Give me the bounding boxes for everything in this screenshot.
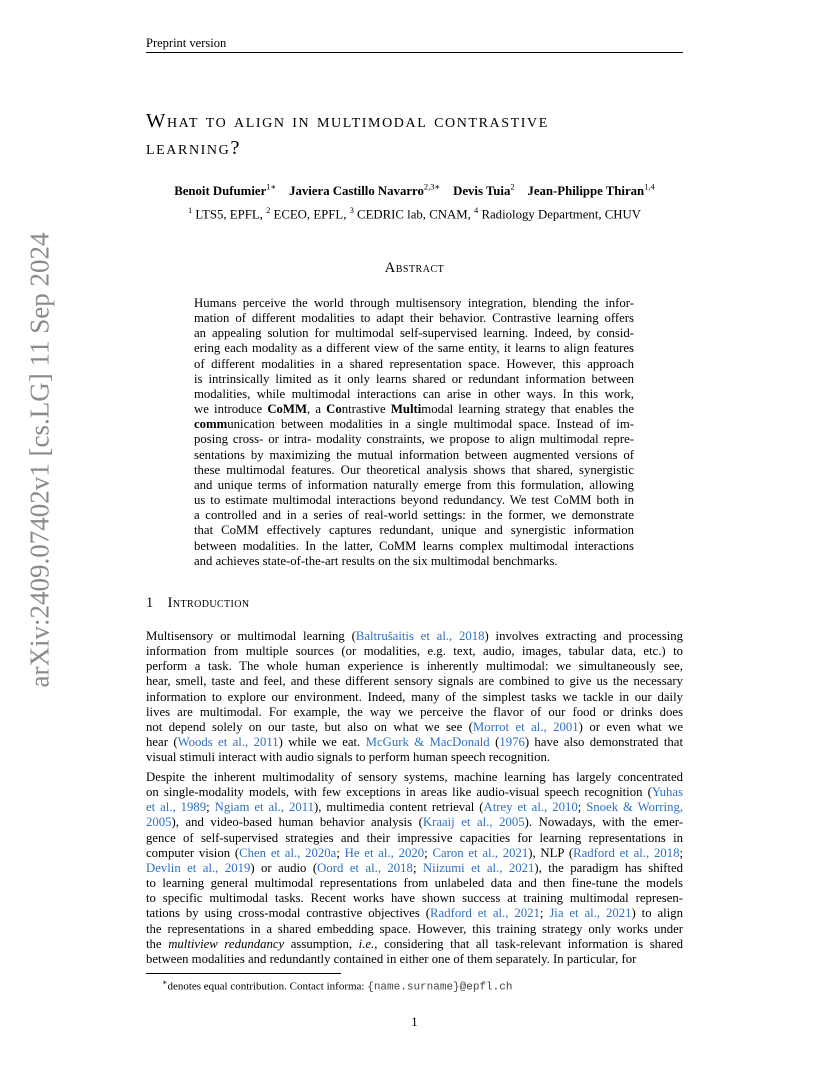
abstract-line: mation of different modalities to adapt their behavior. Contrastive learning offers: [194, 311, 634, 326]
citation-link[interactable]: Atrey et al., 2010: [483, 800, 578, 815]
text-line: 2005), and video-based human behavior analysis (Kraaij et al., 2005). Nowadays, with the emer-: [146, 815, 683, 830]
contact-email: {name.surname}@epfl.ch: [367, 981, 513, 994]
page-number: 1: [411, 1015, 418, 1029]
abstract-line: a controlled and in a series of real-world settings: in the former, we demonstrate: [194, 508, 634, 523]
citation-link[interactable]: Oord et al., 2018: [317, 860, 413, 875]
citation-link[interactable]: 2005: [146, 815, 172, 830]
text-line: information to explore our environment. Indeed, many of the simplest tasks we tackle in our daily: [146, 689, 683, 704]
section-number: 1: [146, 595, 154, 611]
citation-link[interactable]: et al., 1989: [146, 800, 207, 815]
citation-link[interactable]: Kraaij et al., 2005: [422, 815, 525, 830]
author-4: Jean-Philippe Thiran$^{1,4}$: [527, 182, 655, 199]
text-line: on single-modality models, with few exceptions in areas like audio-visual speech recognition (Yuhas: [146, 785, 683, 800]
abstract-line: and achieves state-of-the-art results on the six multimodal benchmarks.: [194, 553, 558, 568]
text-line: visual stimuli interact with audio signals to perform human speech recognition.: [146, 750, 551, 765]
abstract-line: sentations by maximizing the mutual information between augmented versions of: [194, 447, 634, 462]
arxiv-stamp-text: arXiv:2409.07402v1 [cs.LG] 11 Sep 2024: [24, 232, 55, 688]
text-line: between modalities and redundantly contained in either one of them separately. In particular, for: [146, 951, 637, 966]
citation-link[interactable]: Baltrušaitis et al., 2018: [355, 629, 485, 643]
abstract-line: an appealing solution for multimodal self-supervised learning. Indeed, by consid-: [194, 326, 634, 341]
citation-link[interactable]: Snoek & Worring,: [586, 800, 684, 815]
abstract-line: these multimodal features. Our theoretical analysis shows that shared, synergistic: [194, 462, 634, 477]
section-title: Introduction: [167, 595, 250, 611]
arxiv-stamp: [20, 232, 60, 688]
text-line: not depend solely on our taste, but also on what we see (Morrot et al., 2001) or even what we: [146, 719, 684, 734]
text-line: tations by using cross-modal contrastive objectives (Radford et al., 2021; Jia et al., 2021) to align: [146, 906, 683, 921]
citation-link[interactable]: He et al., 2020: [344, 845, 425, 860]
abstract-line: we introduce CoMM, a Contrastive Multimodal learning strategy that enables the: [194, 402, 634, 417]
abstract-body: [194, 296, 634, 569]
abstract-line: Humans perceive the world through multisensory integration, blending the infor-: [194, 296, 634, 310]
abstract-line: us to estimate multimodal interactions beyond redundancy. We test CoMM both in: [194, 493, 634, 508]
abstract-line: and unique terms of information naturally emerge from this formulation, allowing: [194, 477, 634, 492]
intro-paragraph-2: [146, 770, 683, 967]
citation-link[interactable]: 1976: [499, 735, 525, 750]
footnote: ∗denotes equal contribution. Contact informa: {name.surname}@epfl.ch: [162, 978, 513, 994]
title-line-1: What to align in multimodal contrastive: [146, 110, 549, 132]
affiliations: $^1$ LTS5, EPFL, $^2$ ECEO, EPFL, $^3$ CEDRIC lab, CNAM, $^4$ Radiology Department, CHUV: [187, 205, 642, 222]
title-line-2: learning?: [146, 137, 242, 159]
abstract-line: that CoMM effectively captures redundant, unique and synergistic information: [194, 523, 634, 538]
paper-title: [146, 108, 686, 162]
abstract-line: posing cross- or intra- modality constraints, we propose to align multimodal repre-: [194, 432, 634, 447]
text-line: Multisensory or multimodal learning (Baltrušaitis et al., 2018) involves extracting and processing: [146, 629, 683, 643]
text-line: information from multiple sources (or modalities, e.g. text, audio, images, tabular data, etc.) to: [146, 644, 683, 659]
citation-link[interactable]: Yuhas: [651, 785, 683, 800]
text-line: to specific multimodal tasks. Recent works have shown success at training multimodal represen-: [146, 891, 683, 906]
abstract-line: of different modalities in a shared representation space. However, this approach: [194, 356, 634, 371]
text-line: the representations in a shared embedding space. However, this training strategy only works under: [146, 921, 683, 936]
abstract-line: between modalities. In the latter, CoMM learns complex multimodal interactions: [194, 538, 634, 553]
text-line: Despite the inherent multimodality of sensory systems, machine learning has largely concentrated: [146, 770, 683, 784]
author-2: Javiera Castillo Navarro$^{2,3∗}$: [289, 182, 441, 199]
citation-link[interactable]: Devlin et al., 2019: [146, 860, 251, 875]
text-line: perform a task. The whole human experience is inherently multimodal: we simultaneously see,: [146, 659, 683, 674]
author-1: Benoit Dufumier$^{1∗}$: [174, 182, 277, 199]
abstract-line: ering each modality as a different view of the same entity, it learns to align features: [194, 341, 634, 356]
abstract-line: communication between modalities in a single multimodal space. Instead of im-: [194, 417, 634, 432]
running-head: Preprint version: [146, 36, 227, 50]
citation-link[interactable]: Ngiam et al., 2011: [214, 800, 315, 815]
citation-link[interactable]: Chen et al., 2020a: [239, 845, 337, 860]
text-line: computer vision (Chen et al., 2020a; He et al., 2020; Caron et al., 2021), NLP (Radford et al., 2018;: [146, 845, 684, 860]
citation-link[interactable]: Radford et al., 2021: [430, 906, 540, 921]
citation-link[interactable]: Niizumi et al., 2021: [422, 860, 535, 875]
citation-link[interactable]: McGurk & MacDonald: [365, 735, 490, 750]
abstract-heading: Abstract: [384, 260, 445, 276]
citation-link[interactable]: Morrot et al., 2001: [472, 719, 579, 734]
citation-link[interactable]: Caron et al., 2021: [432, 845, 529, 860]
text-line: gence of self-supervised strategies and their impressive capacities for learning representations in: [146, 830, 683, 845]
footnote-rule: [146, 973, 341, 974]
text-line: the multiview redundancy assumption, i.e., considering that all task-relevant information is shared: [146, 936, 683, 951]
citation-link[interactable]: Jia et al., 2021: [549, 906, 632, 921]
author-list: [146, 182, 683, 199]
text-line: lives are multimodal. For example, the way we perceive the flavor of our food or drinks does: [146, 704, 683, 719]
text-line: hear (Woods et al., 2011) while we eat. McGurk & MacDonald (1976) have also demonstrated that: [146, 735, 683, 750]
author-3: Devis Tuia$^2$: [453, 182, 515, 199]
text-line: Devlin et al., 2019) or audio (Oord et al., 2018; Niizumi et al., 2021), the paradigm has shifted: [146, 860, 683, 875]
citation-link[interactable]: Radford et al., 2018: [573, 845, 680, 860]
intro-paragraph-1: [146, 629, 683, 765]
header-rule: [146, 52, 683, 53]
abstract-line: modalities, while multimodal interactions can arise in other ways. In this work,: [194, 386, 634, 401]
text-line: et al., 1989; Ngiam et al., 2011), multimedia content retrieval (Atrey et al., 2010; Snoek & Worring,: [146, 800, 684, 815]
text-line: to learning general multimodal representations from unlabeled data and then fine-tune the models: [146, 876, 683, 891]
section-heading-introduction: [146, 595, 250, 612]
abstract-line: is intrinsically limited as it only learns shared or redundant information between: [194, 371, 634, 386]
text-line: hear, smell, taste and feel, and these different sensory signals are combined to give us the necessary: [146, 674, 683, 689]
citation-link[interactable]: Woods et al., 2011: [177, 735, 279, 750]
